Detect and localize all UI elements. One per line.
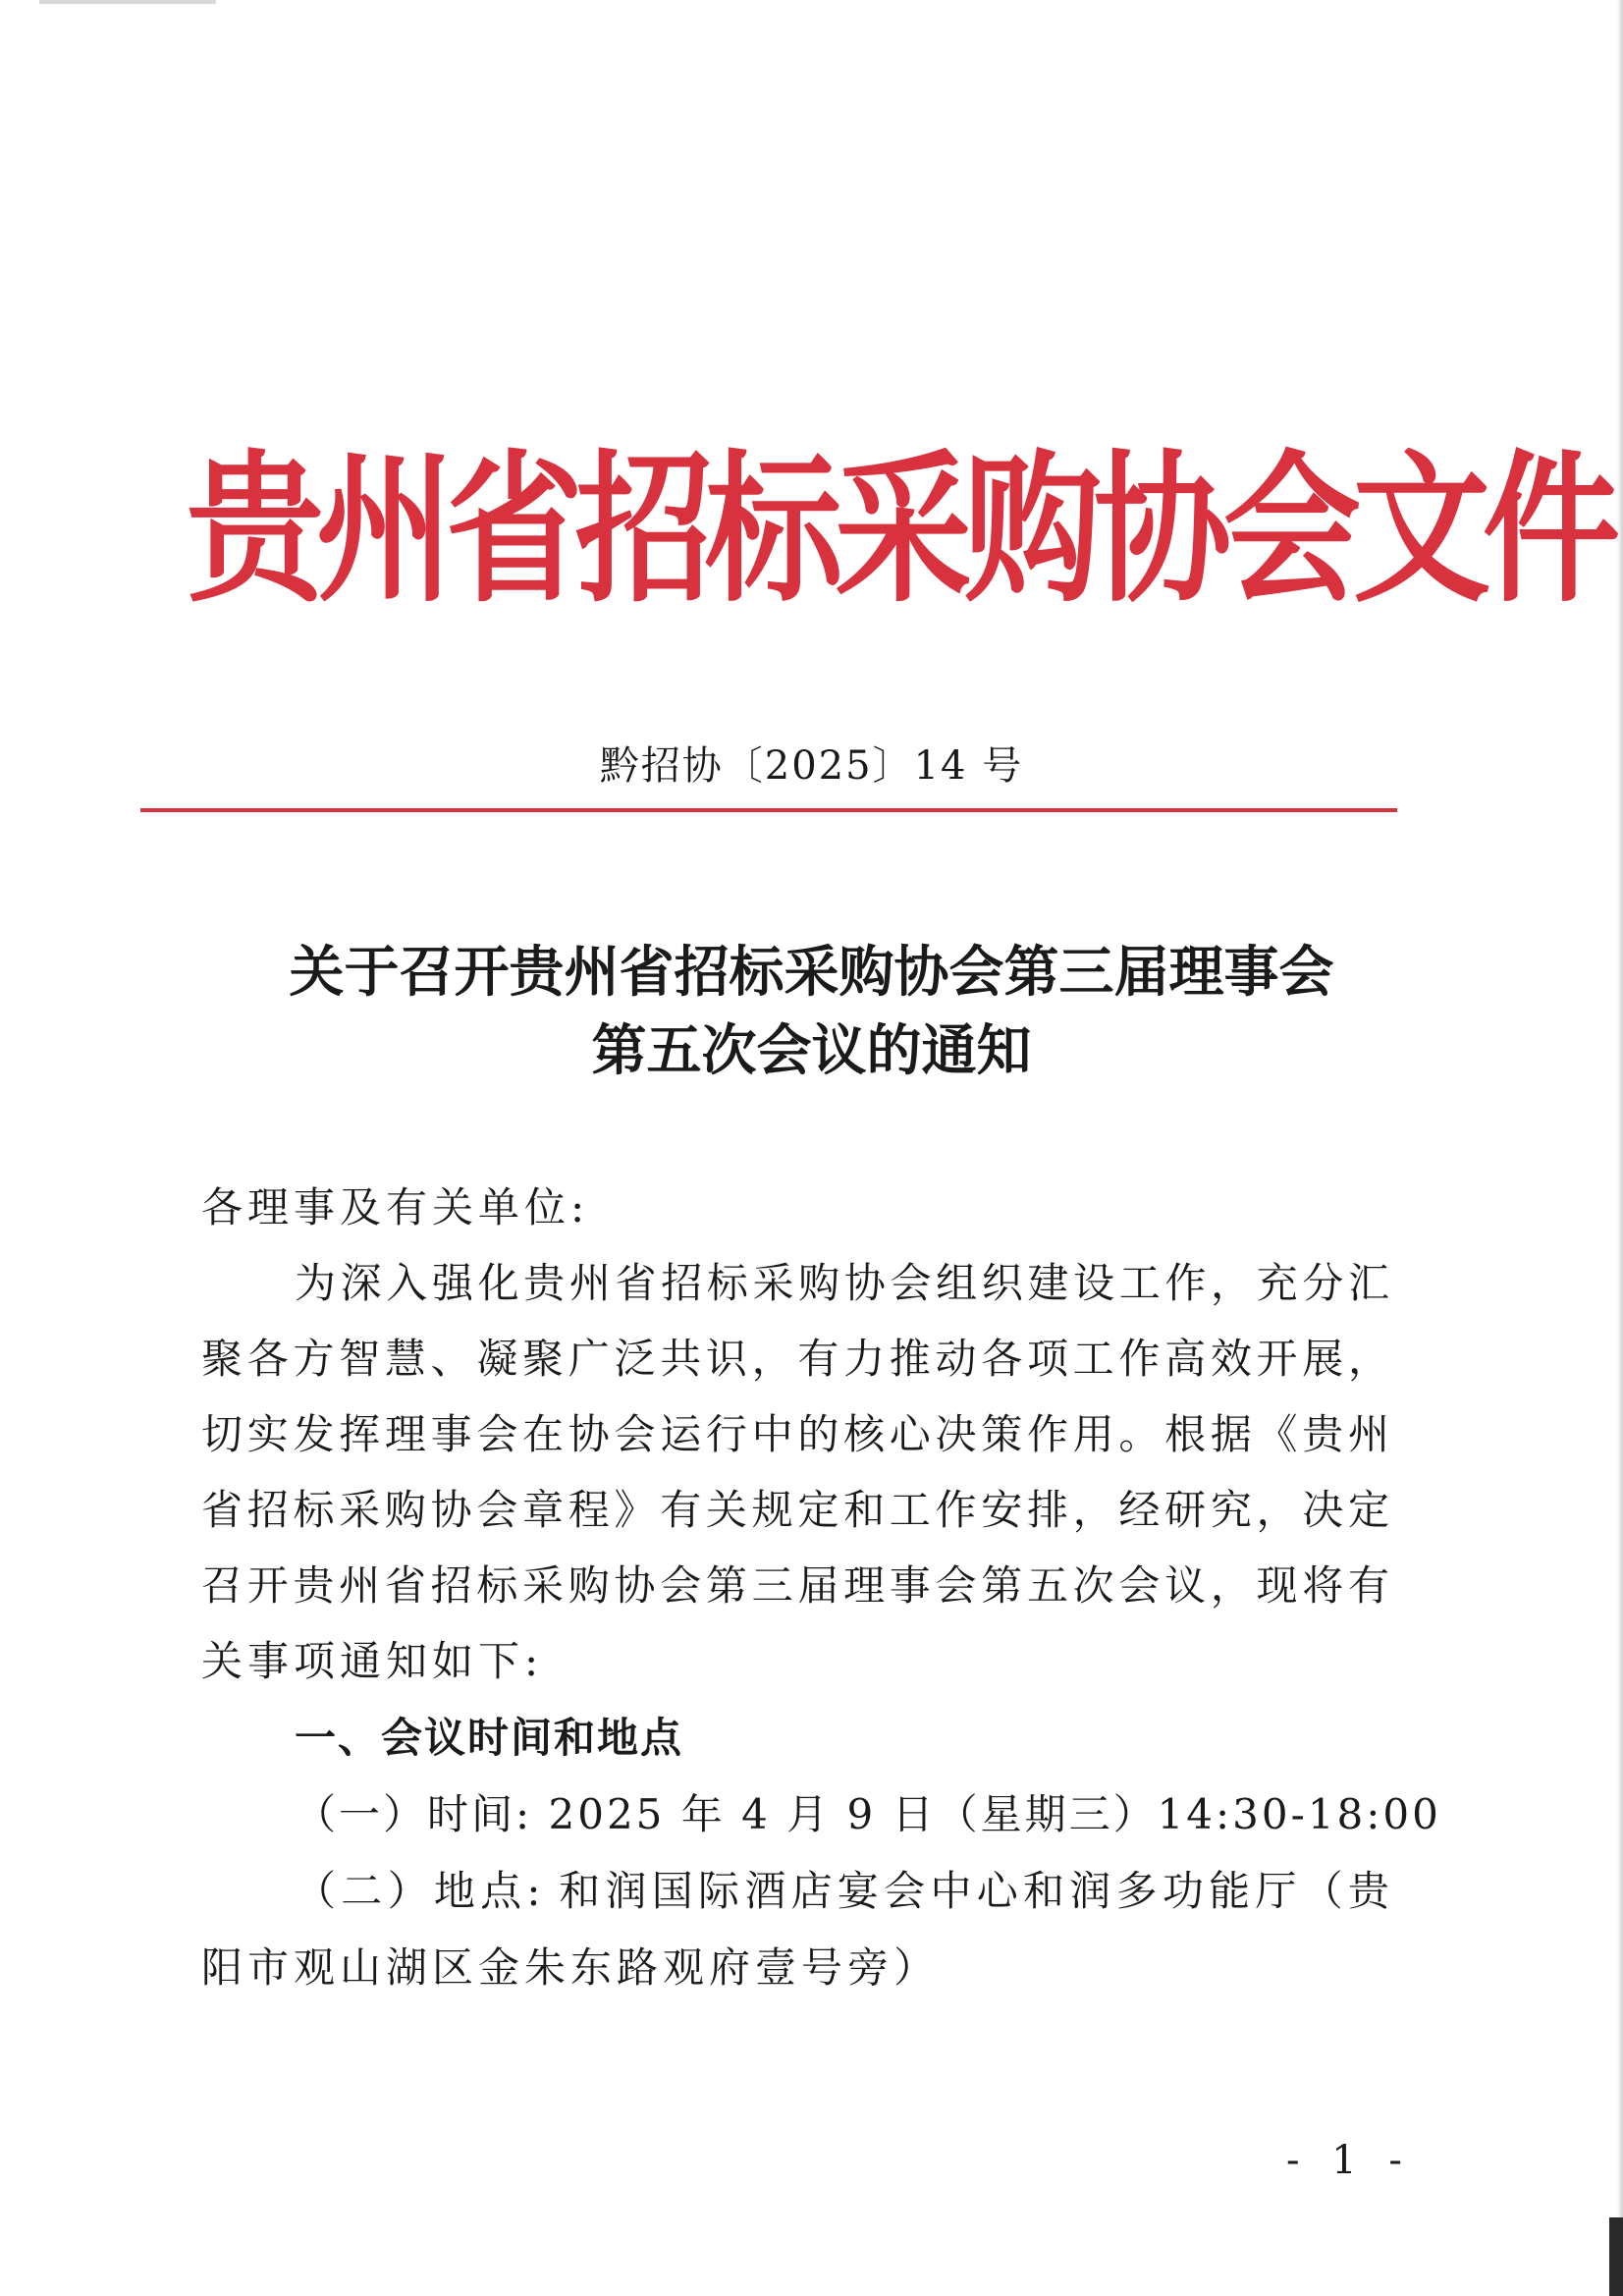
section-heading: 一、会议时间和地点 <box>295 1714 684 1762</box>
paragraph-line: 为深入强化贵州省招标采购协会组织建设工作，充分汇 <box>295 1259 1389 1307</box>
notice-title-line-2: 第五次会议的通知 <box>591 1018 1032 1083</box>
paragraph-line: 省招标采购协会章程》有关规定和工作安排，经研究，决定 <box>201 1486 1389 1534</box>
meeting-time-item: （一）时间: 2025 年 4 月 9 日（星期三）14:30-18:00 <box>295 1790 1441 1838</box>
page-number: - 1 - <box>1286 2138 1412 2183</box>
scan-artifact-top <box>39 0 216 4</box>
masthead-divider <box>140 808 1397 812</box>
paragraph-line: 切实发挥理事会在协会运行中的核心决策作用。根据《贵州 <box>201 1410 1389 1458</box>
paragraph-line: 召开贵州省招标采购协会第三届理事会第五次会议，现将有 <box>201 1561 1389 1610</box>
meeting-location-item-continued: 阳市观山湖区金朱东路观府壹号旁） <box>201 1943 941 1992</box>
paragraph-line: 聚各方智慧、凝聚广泛共识，有力推动各项工作高效开展， <box>201 1335 1389 1383</box>
scan-artifact-right-edge <box>1617 0 1623 2296</box>
paragraph-line: 关事项通知如下: <box>201 1637 544 1685</box>
scan-artifact-corner <box>1609 2217 1623 2296</box>
salutation: 各理事及有关单位: <box>201 1183 590 1231</box>
document-masthead: 贵州省招标采购协会文件 <box>187 435 1613 626</box>
meeting-location-item: （二）地点: 和润国际酒店宴会中心和润多功能厅（贵 <box>295 1867 1389 1915</box>
notice-title-line-1: 关于召开贵州省招标采购协会第三届理事会 <box>289 940 1334 1005</box>
document-number: 黔招协〔2025〕14 号 <box>599 743 1024 789</box>
